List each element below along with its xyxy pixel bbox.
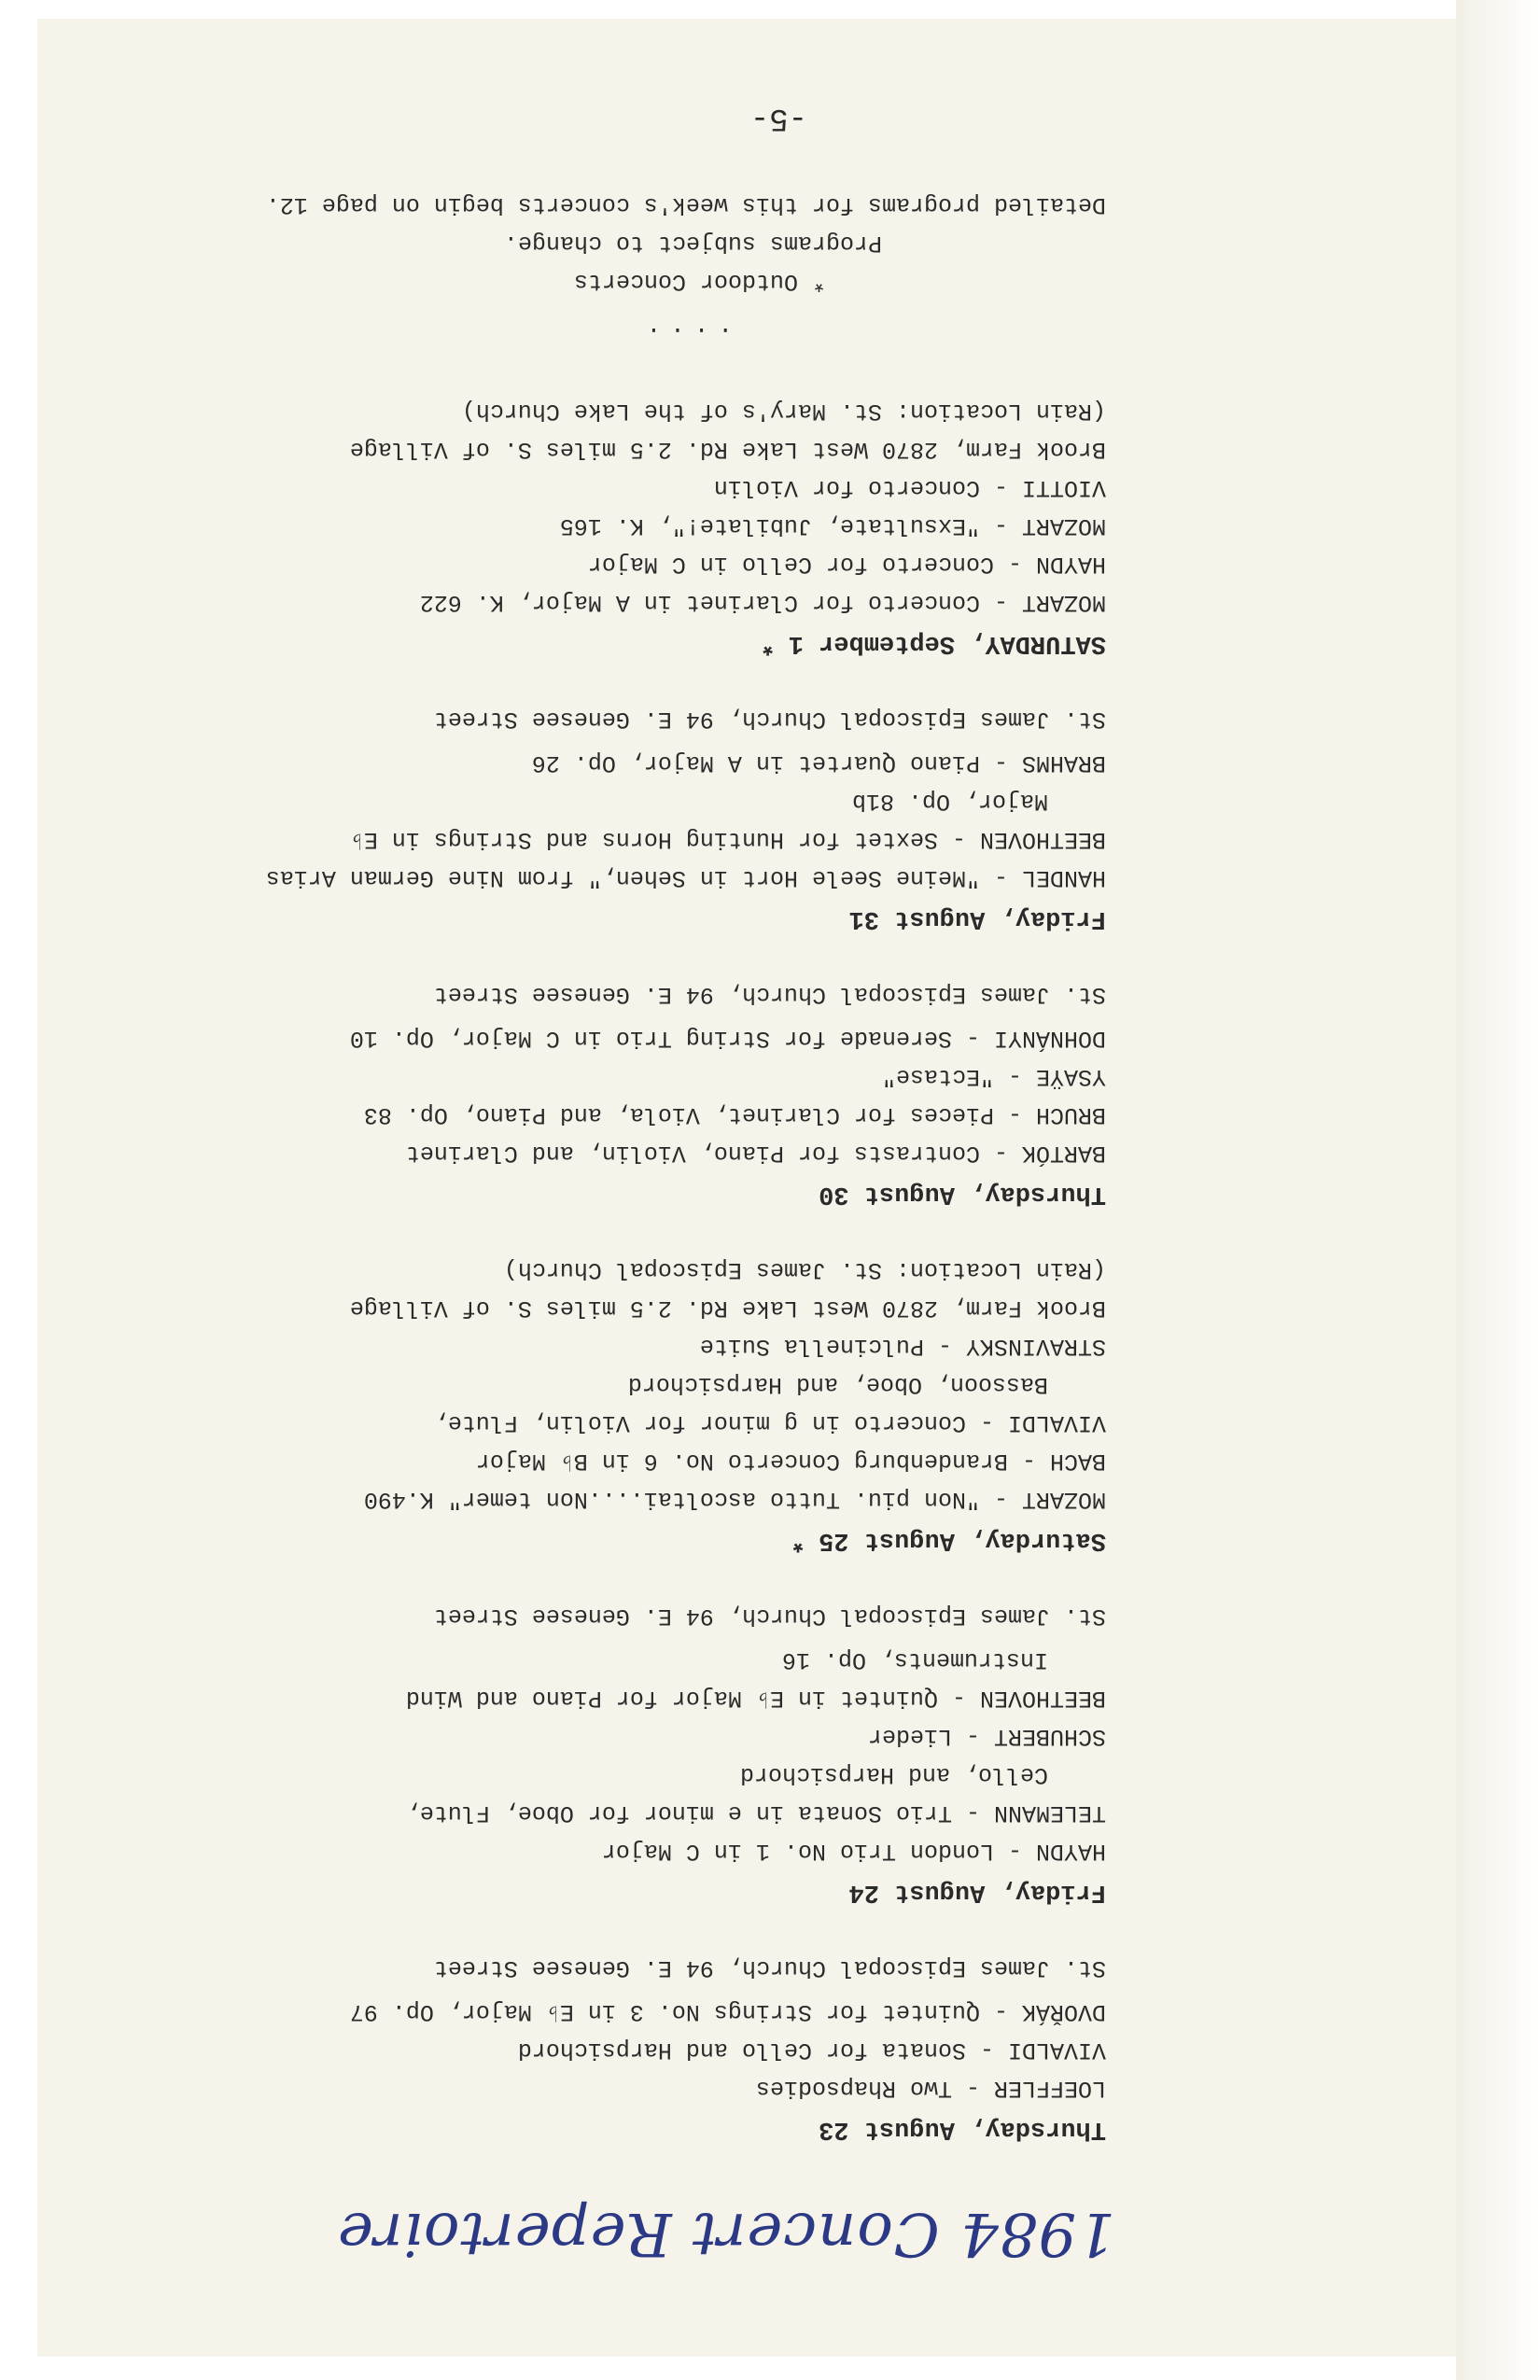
venue-line: St. James Episcopal Church, 94 E. Genesee Street (433, 981, 1106, 1008)
program-line: Brook Farm, 2870 West Lake Rd. 2.5 miles S. of Village (349, 436, 1106, 463)
program-line: VIOTTI - Concerto for Violin (713, 474, 1106, 501)
program-line: BARTÓK - Contrasts for Piano, Violin, and Clarinet (405, 1140, 1106, 1167)
program-line: BEETHOVEN - Sextet for Hunting Horns and Strings in E♭ (349, 826, 1106, 853)
concert-date-label: Thursday, August 30 (819, 1180, 1106, 1208)
concert-date-label: Thursday, August 23 (819, 2115, 1106, 2143)
program-line: Bassoon, Oboe, and Harpsichord (627, 1371, 1048, 1398)
outdoor-marker: * (790, 1526, 806, 1554)
program-line: YSAŸE - "Ectase" (881, 1063, 1106, 1090)
program-line: HAYDN - Concerto for Cello in C Major (587, 551, 1106, 578)
concert-day (79, 975, 1106, 1208)
separator-dots: .... (637, 321, 733, 349)
venue-line: St. James Episcopal Church, 94 E. Genesee Street (433, 1954, 1106, 1981)
outdoor-marker: * (760, 629, 776, 657)
concert-date (79, 2115, 1106, 2143)
detailed-note: Detailed programs for this week's concerts begin on page 12. (265, 191, 1106, 218)
subject-note: Programs subject to change. (503, 230, 882, 257)
program-line: DOHNÁNYI - Serenade for String Trio in C Major, Op. 10 (349, 1025, 1106, 1052)
program-line: BRUCH - Pieces for Clarinet, Viola, and Piano, Op. 83 (363, 1101, 1106, 1128)
outdoor-note: * Outdoor Concerts (573, 268, 826, 295)
concert-day (79, 1597, 1106, 1906)
program-line: Cello, and Harpsichord (739, 1761, 1048, 1788)
concert-day (79, 392, 1106, 657)
concert-date-label: Friday, August 24 (848, 1878, 1106, 1906)
concert-day (79, 1251, 1106, 1554)
program-line: STRAVINSKY - Pulcinella Suite (699, 1333, 1106, 1360)
program-line: Major, Op. 81b (851, 788, 1048, 815)
page-number: -5- (749, 100, 807, 135)
concert-date (79, 904, 1106, 932)
program-line: (Rain Location: St. James Episcopal Church) (503, 1256, 1106, 1283)
program-line: Instruments, Op. 16 (781, 1646, 1048, 1673)
concert-date (79, 629, 1106, 657)
program-line: DVOŘÁK - Quintet for Strings No. 3 in E♭ Major, Op. 97 (349, 1998, 1106, 2025)
concert-day (79, 700, 1106, 932)
concert-date-label: Saturday, August 25 (819, 1526, 1106, 1554)
program-line: BACH - Brandenburg Concerto No. 6 in B♭ Major (475, 1448, 1106, 1475)
concert-date (79, 1526, 1106, 1554)
concert-list (79, 392, 1106, 2143)
program-line: VIVALDI - Concerto in g minor for Violin, Flute, (433, 1409, 1106, 1436)
program-line: Brook Farm, 2870 West Lake Rd. 2.5 miles S. of Village (349, 1295, 1106, 1322)
concert-date-label: SATURDAY, September 1 (788, 629, 1106, 657)
program-line: (Rain Location: St. Mary's of the Lake Church) (461, 398, 1106, 425)
repertoire-page (37, 19, 1517, 2357)
program-line: TELEMANN - Trio Sonata in e minor for Oboe, Flute, (405, 1799, 1106, 1827)
program-line: HANDEL - "Meine Seele Hort in Sehen," from Nine German Arias (265, 864, 1106, 891)
concert-date (79, 1878, 1106, 1906)
program-line: LOEFFLER - Two Rhapsodies (755, 2075, 1106, 2102)
venue-line: St. James Episcopal Church, 94 E. Genesee Street (433, 1603, 1106, 1630)
page-content (79, 186, 1115, 2268)
program-line: MOZART - "Non piu. Tutto ascoltai....Non temer" K.490 (363, 1486, 1106, 1513)
concert-date-label: Friday, August 31 (848, 904, 1106, 932)
venue-line: St. James Episcopal Church, 94 E. Genesee Street (433, 706, 1106, 733)
program-line: MOZART - "Exsultate, Jubilate!", K. 165 (559, 512, 1106, 539)
program-line: BEETHOVEN - Quintet in E♭ Major for Piano and Wind (405, 1685, 1106, 1712)
program-line: MOZART - Concerto for Clarinet in A Major, K. 622 (419, 589, 1106, 616)
program-line: BRAHMS - Piano Quartet in A Major, Op. 26 (531, 749, 1106, 777)
program-line: HAYDN - London Trio No. 1 in C Major (601, 1838, 1106, 1865)
program-line: SCHUBERT - Lieder (867, 1723, 1106, 1750)
concert-date (79, 1180, 1106, 1208)
page-title: 1984 Concert Repertoire (337, 2199, 1115, 2268)
concert-day (79, 1949, 1106, 2143)
program-line: VIVALDI - Sonata for Cello and Harpsichord (517, 2037, 1106, 2064)
